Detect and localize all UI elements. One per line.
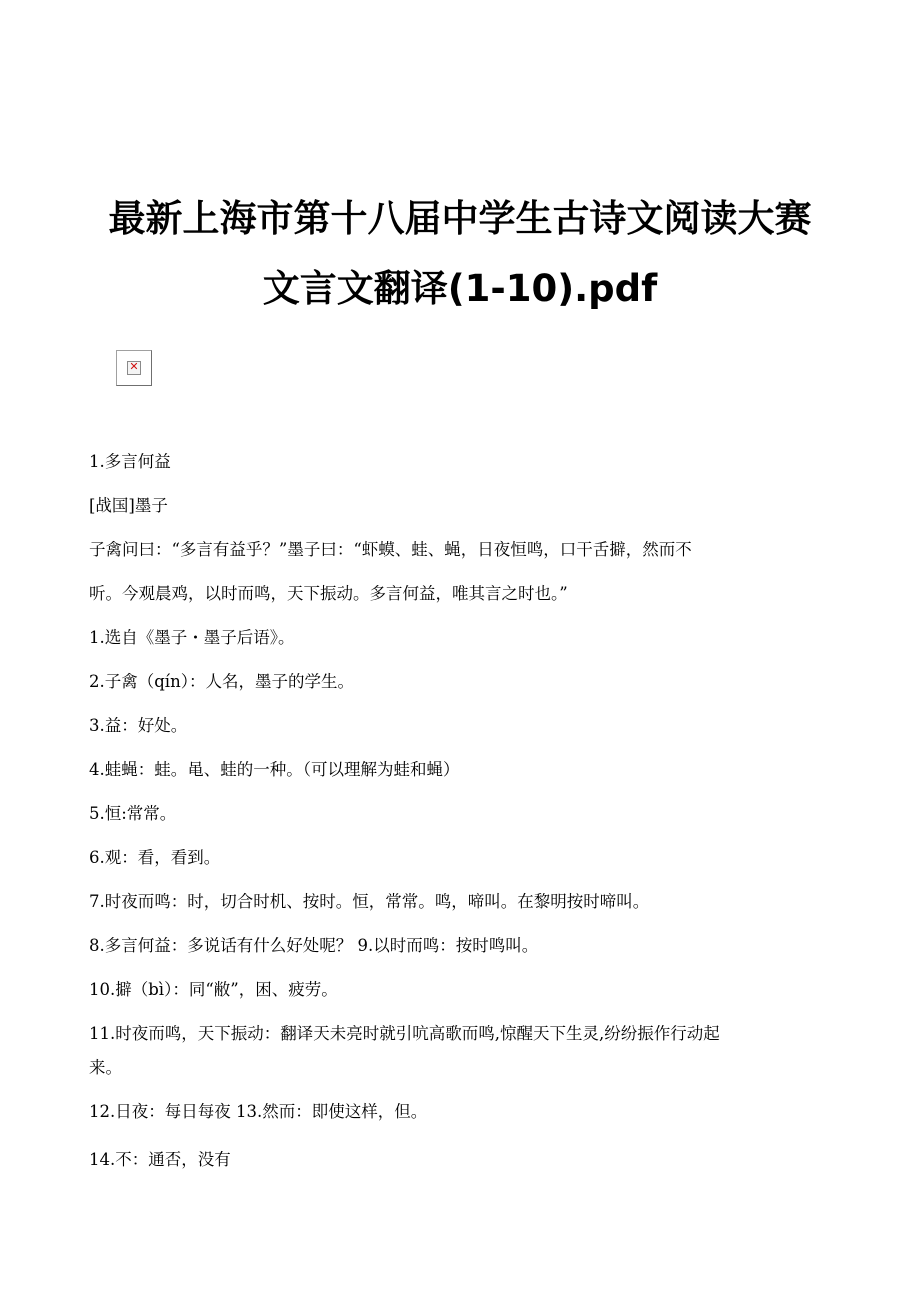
passage-line-2: 听。今观晨鸡，以时而鸣，天下振动。多言何益，唯其言之时也。” (89, 584, 568, 603)
broken-image-icon (116, 350, 152, 386)
note-line: 11.时夜而鸣，天下振动：翻译天未亮时就引吭高歌而鸣,惊醒天下生灵,纷纷振作行动起 (89, 1024, 720, 1043)
note-line: 10.擗（bì）：同“敝”，困、疲劳。 (89, 980, 338, 999)
note-line: 5.恒:常常。 (89, 804, 177, 823)
broken-image-frame (127, 361, 141, 375)
document-title-line-1: 最新上海市第十八届中学生古诗文阅读大赛 (108, 197, 812, 240)
broken-image-x-mark: ✕ (129, 360, 139, 373)
note-line: 6.观：看，看到。 (89, 848, 221, 867)
note-line: 14.不：通否，没有 (89, 1150, 231, 1169)
author-line: [战国]墨子 (89, 496, 168, 515)
note-line: 1.选自《墨子・墨子后语》。 (89, 628, 295, 647)
note-line: 2.子禽（qín）：人名，墨子的学生。 (89, 672, 354, 691)
note-line: 7.时夜而鸣：时，切合时机、按时。恒，常常。鸣，啼叫。在黎明按时啼叫。 (89, 892, 650, 911)
passage-line-1: 子禽问曰：“多言有益乎？”墨子曰：“虾蟆、蛙、蝇，日夜恒鸣，口干舌擗，然而不 (89, 540, 692, 559)
note-line: 8.多言何益：多说话有什么好处呢？ 9.以时而鸣：按时鸣叫。 (89, 936, 539, 955)
note-line-continuation: 来。 (89, 1058, 122, 1077)
document-title-line-2: 文言文翻译(1-10).pdf (262, 267, 658, 310)
section-heading: 1.多言何益 (89, 452, 171, 471)
note-line: 12.日夜：每日每夜 13.然而：即使这样，但。 (89, 1102, 428, 1121)
note-line: 4.蛙蝇：蛙。黾、蛙的一种。（可以理解为蛙和蝇） (89, 760, 460, 779)
note-line: 3.益：好处。 (89, 716, 188, 735)
